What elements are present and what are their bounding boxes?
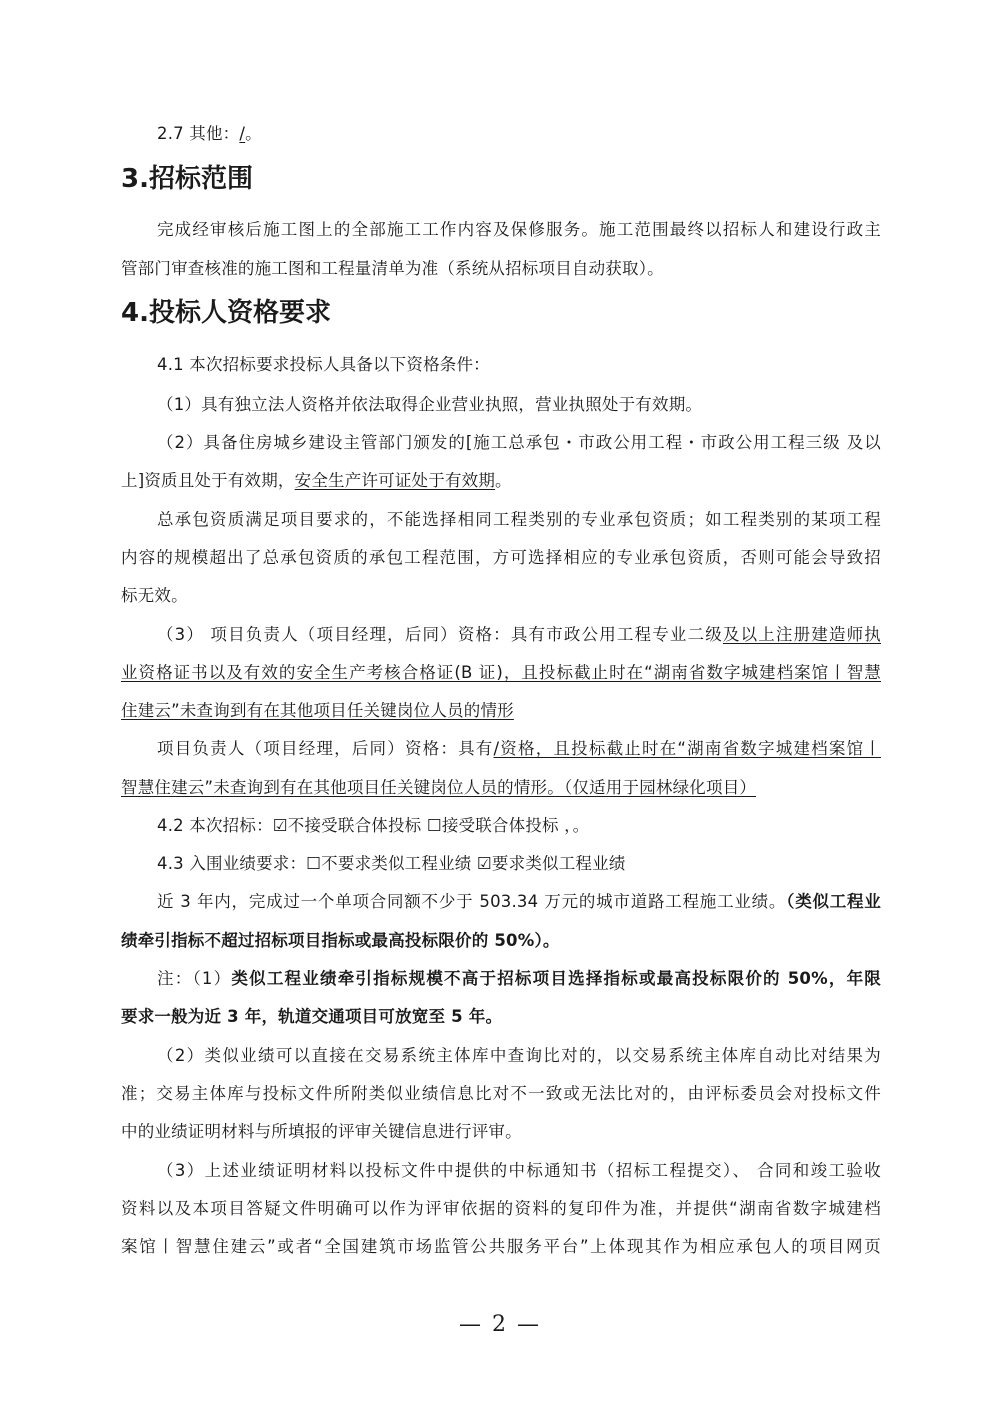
qualification-note-line-1: 总承包资质满足项目要求的，不能选择相同工程类别的专业承包资质；如工程类别的某项工程 — [157, 510, 881, 529]
note-1-bold: 类似工程业绩牵引指标规模不高于招标项目选择指标或最高投标限价的 50%，年限 — [231, 969, 882, 988]
performance-text: 近 3 年内，完成过一个单项合同额不少于 503.34 万元的城市道路工程施工业绩。 — [157, 892, 787, 911]
req-2-safety-license: 安全生产许可证处于有效期 — [294, 471, 496, 490]
clause-2-7 — [157, 122, 881, 146]
qualification-note-line-3: 标无效。 — [121, 586, 188, 605]
clause-4-2: 4.2 本次招标：☑不接受联合体投标 ☐接受联合体投标 ，。 — [157, 816, 590, 835]
clause-4-1: 4.1 本次招标要求投标人具备以下资格条件： — [157, 355, 490, 374]
clause-2-7-value: / — [239, 124, 246, 143]
landscape-req-line-1 — [157, 737, 881, 761]
req-2-text: 上]资质且处于有效期， — [121, 471, 295, 490]
note-3-line-1: （3）上述业绩证明材料以投标文件中提供的中标通知书（招标工程提交）、 合同和竣工验收 — [157, 1161, 881, 1180]
clause-4-3: 4.3 入围业绩要求：☐不要求类似工程业绩 ☑要求类似工程业绩 — [157, 854, 626, 873]
req-1: （1）具有独立法人资格并依法取得企业营业执照，营业执照处于有效期。 — [157, 395, 703, 414]
req-2-end: 。 — [495, 471, 512, 490]
scope-line-2: 管部门审查核准的施工图和工程量清单为准（系统从招标项目自动获取）。 — [121, 259, 664, 278]
req-3-line-1 — [157, 623, 881, 647]
note-2-line-3: 中的业绩证明材料与所填报的评审关键信息进行评审。 — [121, 1122, 522, 1141]
landscape-req-text: 项目负责人（项目经理，后同）资格：具有 — [157, 739, 494, 758]
landscape-req-underlined: /资格，且投标截止时在“湖南省数字城建档案馆丨 — [493, 739, 881, 758]
req-2-line-2 — [121, 469, 881, 493]
performance-line-1 — [157, 890, 881, 914]
note-label: 注：（1） — [157, 969, 232, 988]
performance-line-2: 绩牵引指标不超过招标项目指标或最高投标限价的 50%）。 — [121, 931, 560, 950]
note-3-line-3: 案馆丨智慧住建云”或者“全国建筑市场监管公共服务平台”上体现其作为相应承包人的项目网页 — [121, 1237, 881, 1256]
section-3-heading: 3.招标范围 — [121, 164, 253, 194]
section-4-heading: 4.投标人资格要求 — [121, 298, 331, 328]
page-number: — 2 — — [459, 1312, 541, 1337]
req-2-line-1: （2）具备住房城乡建设主管部门颁发的[施工总承包・市政公用工程・市政公用工程三级 及以 — [157, 433, 881, 452]
note-3-line-2: 资料以及本项目答疑文件明确可以作为评审依据的资料的复印件为准，并提供“湖南省数字城建档 — [121, 1199, 881, 1218]
note-2-line-1: （2）类似业绩可以直接在交易系统主体库中查询比对的，以交易系统主体库自动比对结果为 — [157, 1046, 881, 1065]
req-3-line-2: 业资格证书以及有效的安全生产考核合格证(B 证)，且投标截止时在“湖南省数字城建档案馆丨智慧 — [121, 663, 881, 682]
clause-2-7-label: 2.7 其他： — [157, 124, 240, 143]
scope-line-1: 完成经审核后施工图上的全部施工工作内容及保修服务。施工范围最终以招标人和建设行政主 — [157, 220, 881, 239]
note-2-line-2: 准；交易主体库与投标文件所附类似业绩信息比对不一致或无法比对的，由评标委员会对投标文件 — [121, 1084, 881, 1103]
req-3-text: （3） 项目负责人（项目经理，后同）资格：具有市政公用工程专业二级 — [157, 625, 723, 644]
qualification-note-line-2: 内容的规模超出了总承包资质的承包工程范围，方可选择相应的专业承包资质，否则可能会导致招 — [121, 548, 881, 567]
note-1-line-1 — [157, 967, 881, 991]
note-1-line-2: 要求一般为近 3 年，轨道交通项目可放宽至 5 年。 — [121, 1007, 503, 1026]
clause-2-7-end: 。 — [245, 124, 262, 143]
performance-bold: （类似工程业 — [786, 892, 881, 911]
req-3-underlined: 及以上注册建造师执 — [722, 625, 881, 644]
req-3-line-3: 住建云”未查询到有在其他项目任关键岗位人员的情形 — [121, 701, 514, 720]
landscape-req-line-2: 智慧住建云”未查询到有在其他项目任关键岗位人员的情形。（仅适用于园林绿化项目） — [121, 778, 757, 797]
